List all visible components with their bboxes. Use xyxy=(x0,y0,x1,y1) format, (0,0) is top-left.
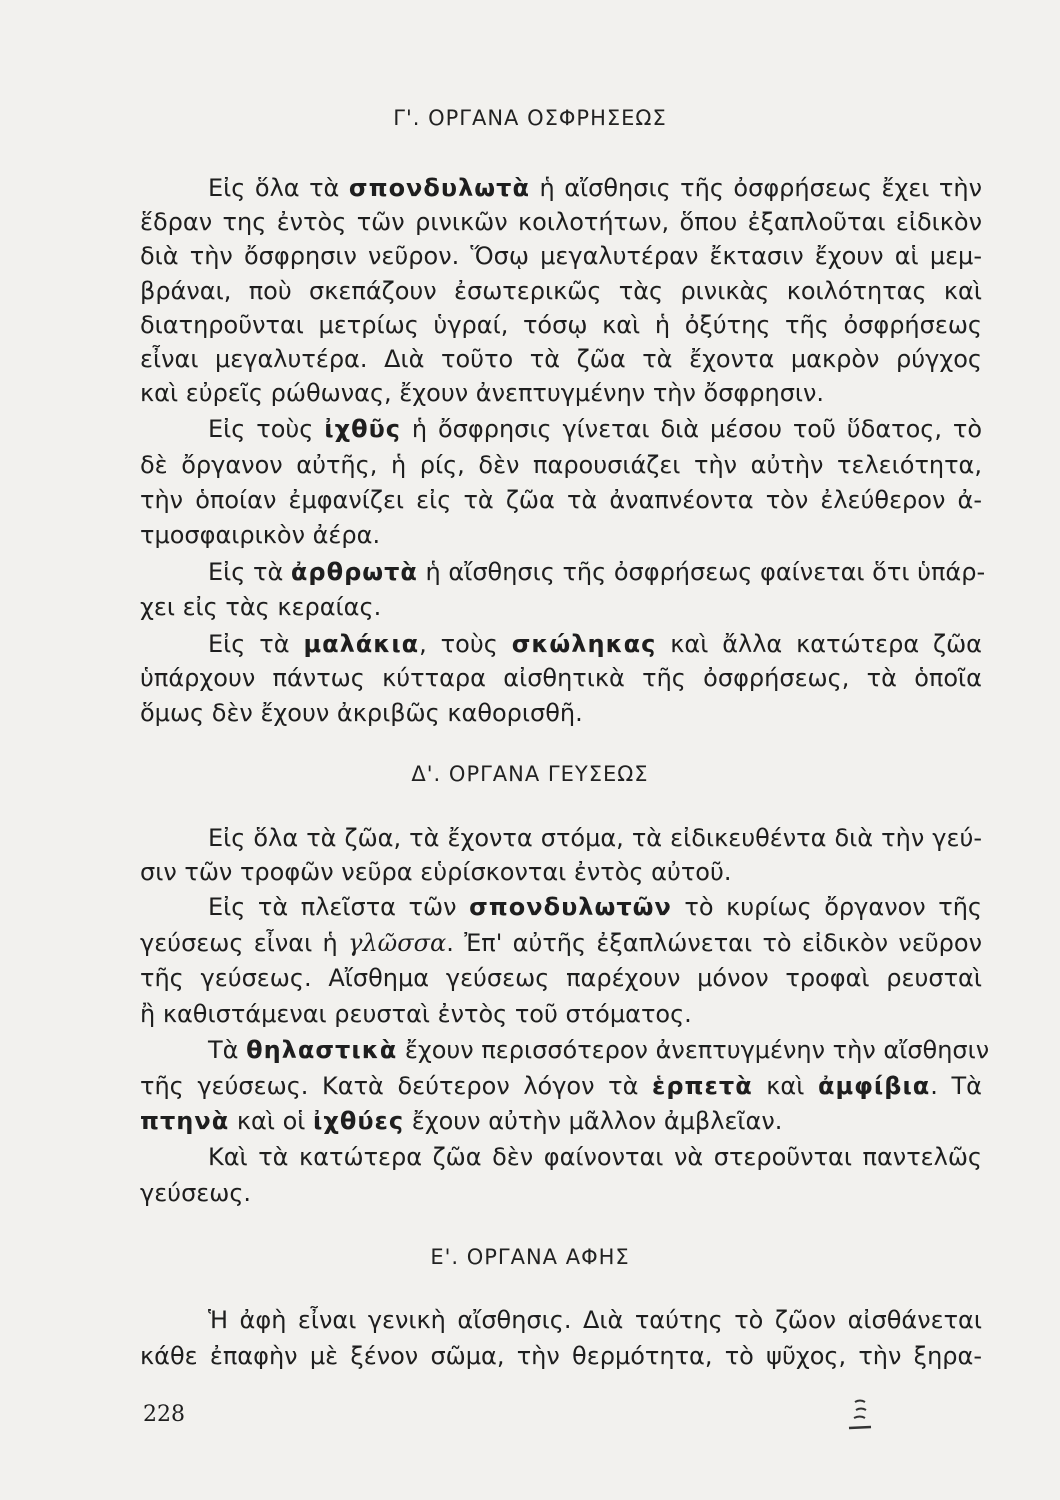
text-line: τῆς γεύσεως. Κατὰ δεύτερον λόγον τὰ ἑρπετὰ καὶ ἀμφίβια. Τὰ xyxy=(140,1072,982,1100)
text-line: διὰ τὴν ὄσφρησιν νεῦρον. Ὅσῳ μεγαλυτέραν ἔκτασιν ἔχουν αἱ μεμ- xyxy=(140,242,982,270)
emphasis-term: ἑρπετὰ xyxy=(652,1072,753,1100)
emphasis-term: ἀρθρωτὰ xyxy=(290,558,418,586)
section-heading-touch: Ε'. ΟΡΓΑΝΑ ΑΦΗΣ xyxy=(430,1245,630,1269)
emphasis-term: πτηνὰ xyxy=(140,1107,230,1135)
text-line: Καὶ τὰ κατώτερα ζῶα δὲν φαίνονται νὰ στεροῦνται παντελῶς xyxy=(208,1143,982,1171)
emphasis-term: μαλάκια xyxy=(303,630,420,658)
text-line: Εἰς ὅλα τὰ σπονδυλωτὰ ἡ αἴσθησις τῆς ὀσφρήσεως ἔχει τὴν xyxy=(208,174,982,202)
text-line: ἕδραν της ἐντὸς τῶν ρινικῶν κοιλοτήτων, ὅπου ἐξαπλοῦται εἰδικὸν xyxy=(140,208,982,236)
printer-mark-icon xyxy=(845,1396,875,1432)
text-line: Εἰς τὰ πλεῖστα τῶν σπονδυλωτῶν τὸ κυρίως ὄργανον τῆς xyxy=(208,893,982,921)
emphasis-term: σκώληκας xyxy=(511,630,657,658)
text-line: γεύσεως. xyxy=(140,1179,252,1207)
text-line: δὲ ὄργανον αὐτῆς, ἡ ρίς, δὲν παρουσιάζει τὴν αὐτὴν τελειότητα, xyxy=(140,451,982,479)
text-line: εἶναι μεγαλυτέρα. Διὰ τοῦτο τὰ ζῶα τὰ ἔχοντα μακρὸν ρύγχος xyxy=(140,345,982,373)
text-line: γεύσεως εἶναι ἡ γλῶσσα. Ἐπ' αὐτῆς ἐξαπλώνεται τὸ εἰδικὸν νεῦρον xyxy=(140,929,983,957)
emphasis-term: ἀμφίβια xyxy=(817,1072,931,1100)
text-line: τμοσφαιρικὸν ἀέρα. xyxy=(140,521,381,549)
text-line: Εἰς ὅλα τὰ ζῶα, τὰ ἔχοντα στόμα, τὰ εἰδικευθέντα διὰ τὴν γεύ- xyxy=(208,824,982,852)
section-heading-taste: Δ'. ΟΡΓΑΝΑ ΓΕΥΣΕΩΣ xyxy=(411,762,649,786)
text-line: σιν τῶν τροφῶν νεῦρα εὑρίσκονται ἐντὸς αὐτοῦ. xyxy=(140,858,732,886)
text-line: Εἰς τὰ ἀρθρωτὰ ἡ αἴσθησις τῆς ὀσφρήσεως φαίνεται ὅτι ὑπάρ- xyxy=(208,558,986,586)
text-line: κάθε ἐπαφὴν μὲ ξένον σῶμα, τὴν θερμότητα, τὸ ψῦχος, τὴν ξηρα- xyxy=(140,1342,982,1370)
emphasis-term: σπονδυλωτὰ xyxy=(348,174,530,202)
text-line: καὶ εὐρεῖς ρώθωνας, ἔχουν ἀνεπτυγμένην τὴν ὄσφρησιν. xyxy=(140,379,825,407)
text-line: ὑπάρχουν πάντως κύτταρα αἰσθητικὰ τῆς ὀσφρήσεως, τὰ ὁποῖα xyxy=(140,664,982,692)
section-heading-smell: Γ'. ΟΡΓΑΝΑ ΟΣΦΡΗΣΕΩΣ xyxy=(393,106,667,130)
text-line: Εἰς τοὺς ἰχθῦς ἡ ὄσφρησις γίνεται διὰ μέσου τοῦ ὕδατος, τὸ xyxy=(208,415,983,443)
text-line: ὅμως δὲν ἔχουν ἀκριβῶς καθορισθῆ. xyxy=(140,699,583,727)
text-line: πτηνὰ καὶ οἱ ἰχθύες ἔχουν αὐτὴν μᾶλλον ἀμβλεῖαν. xyxy=(140,1107,783,1135)
page-number: 228 xyxy=(143,1402,185,1427)
italic-term: γλῶσσα xyxy=(348,929,447,957)
text-line: χει εἰς τὰς κεραίας. xyxy=(140,593,382,621)
emphasis-term: σπονδυλωτῶν xyxy=(469,893,672,921)
text-line: Τὰ θηλαστικὰ ἔχουν περισσότερον ἀνεπτυγμένην τὴν αἴσθησιν xyxy=(208,1036,990,1064)
text-line: Ἡ ἀφὴ εἶναι γενικὴ αἴσθησις. Διὰ ταύτης τὸ ζῶον αἰσθάνεται xyxy=(208,1306,982,1334)
text-line: τὴν ὁποίαν ἐμφανίζει εἰς τὰ ζῶα τὰ ἀναπνέοντα τὸν ἐλεύθερον ἀ- xyxy=(140,486,982,514)
text-line: ἢ καθιστάμεναι ρευσταὶ ἐντὸς τοῦ στόματος. xyxy=(140,1000,692,1028)
text-line: βράναι, ποὺ σκεπάζουν ἐσωτερικῶς τὰς ρινικὰς κοιλότητας καὶ xyxy=(140,277,982,305)
text-line: Εἰς τὰ μαλάκια, τοὺς σκώληκας καὶ ἄλλα κατώτερα ζῶα xyxy=(208,630,982,658)
emphasis-term: ἰχθύες xyxy=(313,1107,405,1135)
text-line: διατηροῦνται μετρίως ὑγραί, τόσῳ καὶ ἡ ὀξύτης τῆς ὀσφρήσεως xyxy=(140,311,982,339)
emphasis-term: θηλαστικὰ xyxy=(246,1036,398,1064)
emphasis-term: ἰχθῦς xyxy=(324,415,402,443)
text-line: τῆς γεύσεως. Αἴσθημα γεύσεως παρέχουν μόνον τροφαὶ ρευσταὶ xyxy=(140,964,982,992)
